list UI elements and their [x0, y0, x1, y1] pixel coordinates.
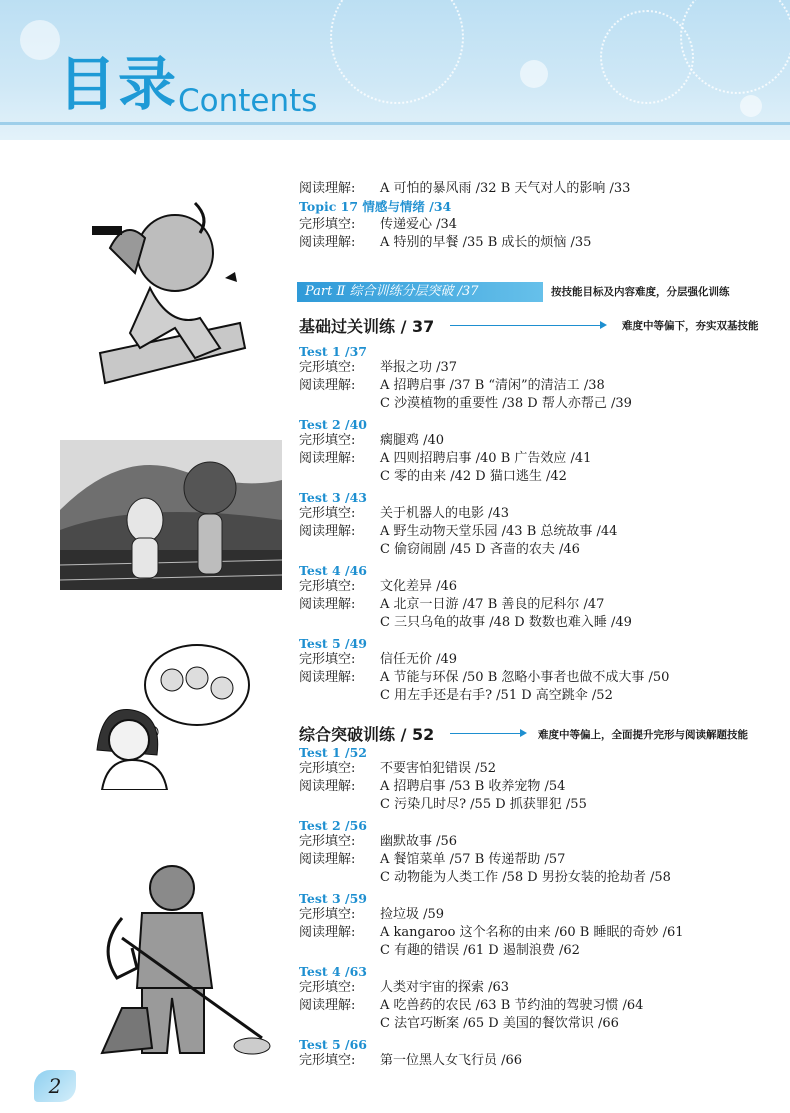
entry-text: A 节能与环保 /50 B 忽略小事者也做不成大事 /50: [380, 670, 670, 685]
header-banner: [0, 0, 790, 140]
cloze-label: 完形填空:: [299, 652, 356, 667]
cloze-label: 完形填空:: [299, 1053, 356, 1068]
entry-text: A 餐馆菜单 /57 B 传递帮助 /57: [380, 852, 566, 867]
toc-entry: [299, 761, 496, 777]
toc-entry: [299, 834, 457, 850]
entry-label: 阅读理解:: [299, 181, 356, 196]
toc-entry: [299, 925, 684, 941]
entry-text: A 四则招聘启事 /40 B 广告效应 /41: [380, 451, 592, 466]
entry-text: C 动物能为人类工作 /58 D 男扮女装的抢劫者 /58: [380, 870, 671, 885]
toc-entry: [299, 998, 643, 1014]
banner-divider: [0, 122, 790, 125]
toc-entry: [299, 181, 630, 197]
decor-ring: [600, 10, 694, 104]
toc-entry: [299, 852, 565, 868]
entry-text: A 野生动物天堂乐园 /43 B 总统故事 /44: [380, 524, 618, 539]
toc-entry: [299, 451, 591, 467]
part-note: 按技能目标及内容难度，分层强化训练: [551, 286, 730, 298]
decor-dot: [20, 20, 60, 60]
toc-entry: [299, 235, 591, 251]
part-bar: Part Ⅱ 综合训练分层突破 /37: [297, 282, 543, 302]
page-number: 2: [34, 1070, 76, 1102]
toc-entry: [299, 506, 509, 522]
toc-entry: [299, 217, 457, 233]
toc-entry: [299, 433, 444, 449]
entry-text: A 可怕的暴风雨 /32 B 天气对人的影响 /33: [380, 181, 631, 196]
entry-text: 传递爱心 /34: [380, 217, 458, 232]
entry-label: 完形填空:: [299, 217, 356, 232]
test-heading: Test 5 /66: [299, 1037, 367, 1052]
test-heading: Test 2 /40: [299, 417, 367, 432]
toc-entry: [299, 360, 457, 376]
decor-ring: [680, 0, 790, 94]
toc-entry: [299, 670, 669, 686]
section-rule: [450, 325, 600, 326]
cloze-label: 完形填空:: [299, 433, 356, 448]
entry-text: 不要害怕犯错误 /52: [380, 761, 497, 776]
entry-text: A 招聘启事 /37 B “清闲”的清洁工 /38: [380, 378, 605, 393]
cloze-label: 完形填空:: [299, 761, 356, 776]
entry-text: C 有趣的错误 /61 D 遏制浪费 /62: [380, 943, 580, 958]
decor-ring: [330, 0, 464, 104]
entry-text: C 三只乌龟的故事 /48 D 数数也难入睡 /49: [380, 615, 632, 630]
arrow-right-icon: [520, 729, 527, 737]
entry-text: C 法官巧断案 /65 D 美国的餐饮常识 /66: [380, 1016, 619, 1031]
entry-text: 人类对宇宙的探索 /63: [380, 980, 510, 995]
cloze-label: 完形填空:: [299, 360, 356, 375]
entry-text: C 零的由来 /42 D 猫口逃生 /42: [380, 469, 567, 484]
entry-text: A kangaroo 这个名称的由来 /60 B 睡眠的奇妙 /61: [380, 925, 684, 940]
toc-entry: [299, 378, 605, 394]
entry-text: 关于机器人的电影 /43: [380, 506, 510, 521]
entry-text: A 吃兽药的农民 /63 B 节约油的驾驶习惯 /64: [380, 998, 644, 1013]
entry-text: 幽默故事 /56: [380, 834, 458, 849]
topic-heading: Topic 17 情感与情绪 /34: [299, 199, 452, 214]
entry-text: 第一位黑人女飞行员 /66: [380, 1053, 523, 1068]
entry-text: 捡垃圾 /59: [380, 907, 445, 922]
mascots-photo: [60, 440, 282, 590]
test-heading: Test 4 /46: [299, 563, 367, 578]
entry-text: C 污染几时尽? /55 D 抓获罪犯 /55: [380, 797, 587, 812]
arrow-right-icon: [600, 321, 607, 329]
entry-text: A 特别的早餐 /35 B 成长的烦恼 /35: [380, 235, 592, 250]
entry-text: C 偷窃闹剧 /45 D 吝啬的农夫 /46: [380, 542, 580, 557]
cloze-label: 完形填空:: [299, 506, 356, 521]
reading-label: 阅读理解:: [299, 852, 356, 867]
decor-dot: [740, 95, 762, 117]
cloze-label: 完形填空:: [299, 834, 356, 849]
cloze-label: 完形填空:: [299, 907, 356, 922]
page-title-english: Contents: [178, 83, 318, 119]
entry-text: A 北京一日游 /47 B 善良的尼科尔 /47: [380, 597, 605, 612]
toc-entry: [299, 597, 604, 613]
entry-text: C 用左手还是右手? /51 D 高空跳伞 /52: [380, 688, 613, 703]
running-character-illustration: [80, 188, 250, 388]
entry-text: A 招聘启事 /53 B 收养宠物 /54: [380, 779, 566, 794]
toc-entry: [299, 579, 457, 595]
thinking-girl-illustration: [92, 640, 252, 790]
reading-label: 阅读理解:: [299, 998, 356, 1013]
section-title: 综合突破训练 / 52: [299, 725, 435, 744]
test-heading: Test 2 /56: [299, 818, 367, 833]
toc-entry: [299, 652, 457, 668]
cloze-label: 完形填空:: [299, 579, 356, 594]
test-heading: Test 1 /52: [299, 745, 367, 760]
cloze-label: 完形填空:: [299, 980, 356, 995]
entry-text: C 沙漠植物的重要性 /38 D 帮人亦帮己 /39: [380, 396, 632, 411]
test-heading: Test 3 /59: [299, 891, 367, 906]
reading-label: 阅读理解:: [299, 451, 356, 466]
test-heading: Test 4 /63: [299, 964, 367, 979]
reading-label: 阅读理解:: [299, 779, 356, 794]
entry-text: 举报之功 /37: [380, 360, 458, 375]
toc-entry: [299, 980, 509, 996]
decor-dot: [520, 60, 548, 88]
section-note: 难度中等偏上，全面提升完形与阅读解题技能: [538, 729, 748, 741]
cleaning-man-illustration: [92, 858, 272, 1063]
toc-entry: [299, 524, 617, 540]
reading-label: 阅读理解:: [299, 378, 356, 393]
toc-entry: [299, 1053, 522, 1069]
section-note: 难度中等偏下，夯实双基技能: [622, 320, 759, 332]
entry-text: 信任无价 /49: [380, 652, 458, 667]
section-title: 基础过关训练 / 37: [299, 317, 435, 336]
reading-label: 阅读理解:: [299, 524, 356, 539]
toc-entry: [299, 907, 444, 923]
test-heading: Test 5 /49: [299, 636, 367, 651]
toc-entry: [299, 779, 565, 795]
page-title-chinese: 目录: [58, 50, 179, 118]
reading-label: 阅读理解:: [299, 925, 356, 940]
section-rule: [450, 733, 520, 734]
test-heading: Test 3 /43: [299, 490, 367, 505]
reading-label: 阅读理解:: [299, 670, 356, 685]
entry-label: 阅读理解:: [299, 235, 356, 250]
reading-label: 阅读理解:: [299, 597, 356, 612]
entry-text: 文化差异 /46: [380, 579, 458, 594]
test-heading: Test 1 /37: [299, 344, 367, 359]
entry-text: 瘸腿鸡 /40: [380, 433, 445, 448]
